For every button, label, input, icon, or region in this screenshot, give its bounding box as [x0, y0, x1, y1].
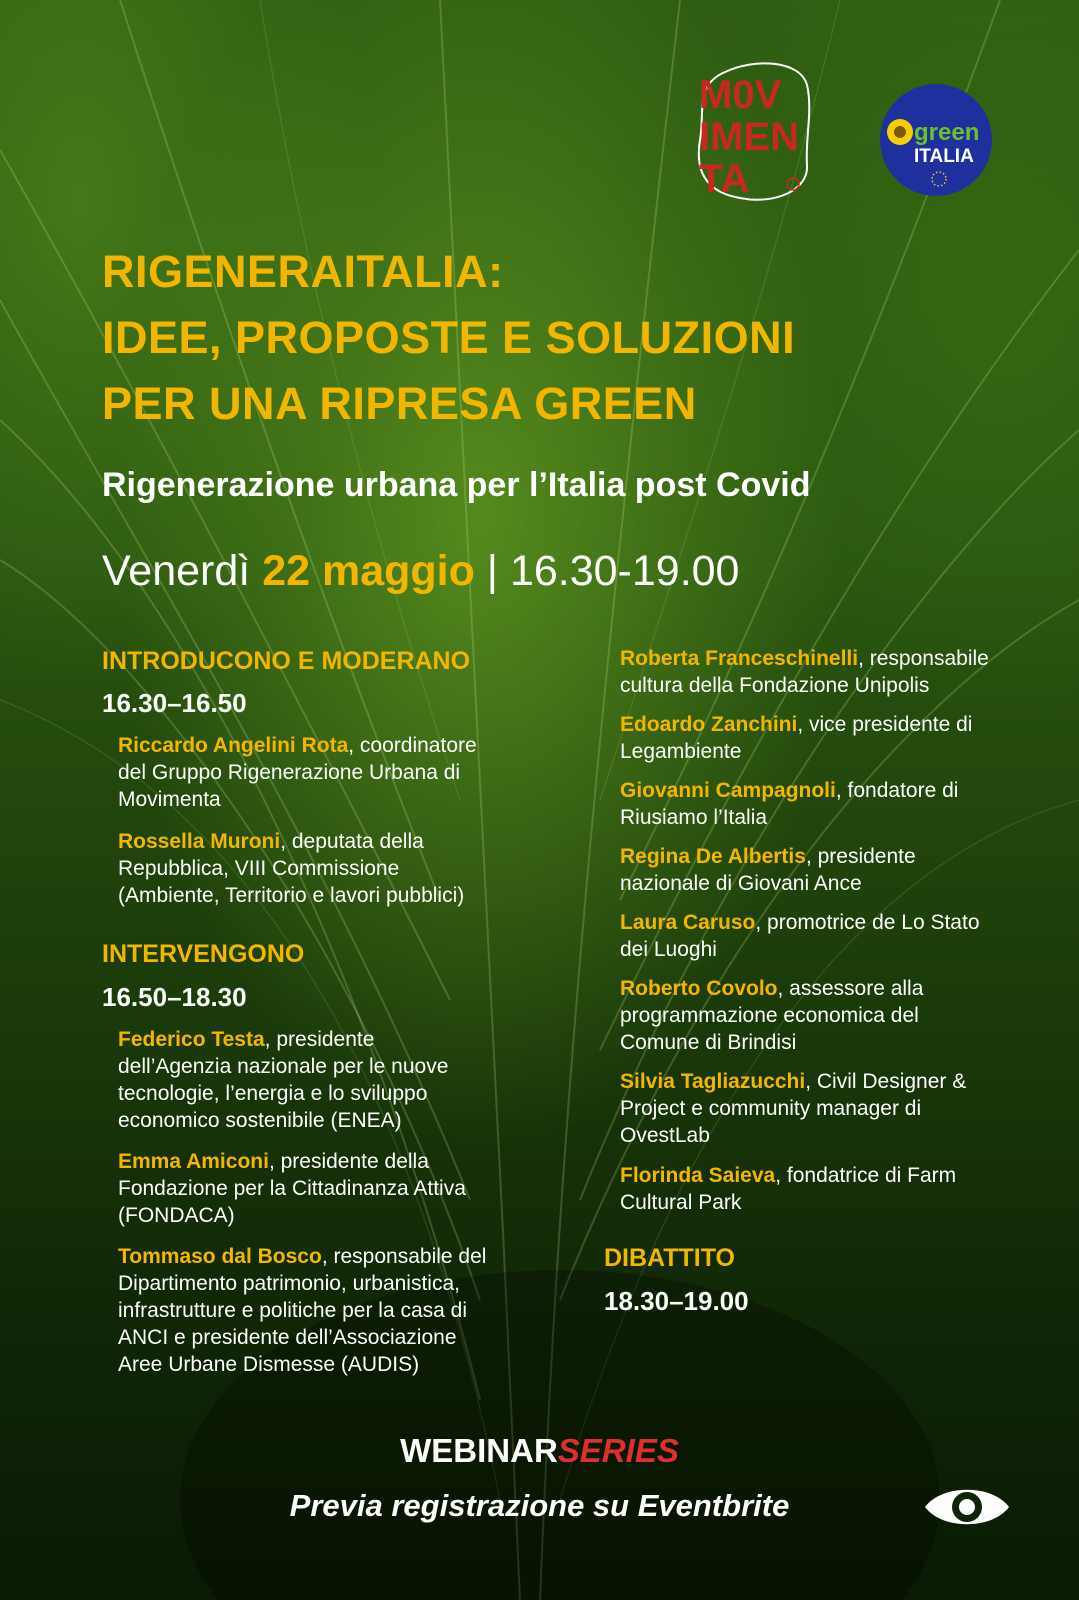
speaker-desc: dei Luoghi: [620, 938, 717, 961]
speaker-name: Florinda Saieva: [620, 1164, 776, 1187]
speaker-entry: [620, 843, 1050, 897]
speaker-name: Tommaso dal Bosco: [118, 1245, 322, 1268]
series-word: SERIES: [557, 1432, 679, 1469]
speaker-name: Silvia Tagliazucchi: [620, 1070, 806, 1093]
speaker-desc: tecnologie, l’energia e lo sviluppo: [118, 1082, 428, 1105]
speaker-desc: dell’Agenzia nazionale per le nuove: [118, 1055, 449, 1078]
event-title-line: RIGENERAITALIA:: [102, 246, 504, 297]
speaker-desc: (FONDACA): [118, 1204, 235, 1227]
event-title-line: PER UNA RIPRESA GREEN: [102, 378, 697, 429]
green-italia-word1: green: [914, 119, 980, 146]
speaker-entry: [620, 975, 1050, 1056]
registration-note: Previa registrazione su Eventbrite: [289, 1488, 790, 1523]
speaker-desc: Cultural Park: [620, 1191, 742, 1214]
speaker-desc: nazionale di Giovani Ance: [620, 872, 862, 895]
speaker-desc: infrastrutture e politiche per la casa di: [118, 1299, 468, 1322]
speaker-desc: Legambiente: [620, 740, 742, 763]
movimenta-logo-line: IMEN: [699, 115, 799, 159]
speaker-desc: ANCI e presidente dell’Associazione: [118, 1326, 457, 1349]
movimenta-logo-line: M0V: [699, 73, 782, 117]
speaker-desc: , presidente: [264, 1028, 375, 1051]
event-date-value: 22 maggio: [262, 547, 475, 595]
speaker-desc: programmazione economica del: [620, 1004, 919, 1027]
green-italia-logo: [878, 82, 994, 198]
speaker-desc: , presidente della: [268, 1150, 429, 1173]
speaker-desc: (Ambiente, Territorio e lavori pubblici): [118, 884, 465, 907]
event-title-line: IDEE, PROPOSTE E SOLUZIONI: [102, 312, 796, 363]
speaker-entry: [620, 645, 1050, 699]
speaker-name: Riccardo Angelini Rota: [118, 734, 349, 757]
speaker-desc: , deputata della: [280, 830, 424, 853]
speaker-desc: , promotrice de Lo Stato: [755, 911, 980, 934]
speaker-desc: Project e community manager di: [620, 1097, 922, 1120]
speaker-desc: Aree Urbane Dismesse (AUDIS): [118, 1353, 420, 1376]
speaker-name: Roberto Covolo: [620, 977, 778, 1000]
speaker-desc: Repubblica, VIII Commissione: [118, 857, 400, 880]
speaker-name: Emma Amiconi: [118, 1150, 269, 1173]
speaker-desc: , Civil Designer &: [805, 1070, 967, 1093]
section-title-introduzione: INTRODUCONO E MODERANO: [102, 647, 471, 675]
speaker-name: Laura Caruso: [620, 911, 756, 934]
speaker-entry: [620, 777, 1050, 831]
speaker-entry: [118, 1026, 538, 1134]
speaker-desc: , assessore alla: [777, 977, 924, 1000]
section-time-interventi: 16.50–18.30: [102, 982, 247, 1012]
event-date: [102, 547, 739, 596]
date-separator: |: [474, 547, 510, 595]
webinar-series-label: [0, 1432, 1079, 1470]
green-italia-word2: ITALIA: [914, 146, 974, 167]
speaker-desc: Dipartimento patrimonio, urbanistica,: [118, 1272, 460, 1295]
section-title-interventi: INTERVENGONO: [102, 940, 305, 968]
speaker-name: Edoardo Zanchini: [620, 713, 798, 736]
event-time-range: 16.30-19.00: [509, 547, 740, 595]
speaker-name: Giovanni Campagnoli: [620, 779, 836, 802]
speaker-desc: , presidente: [805, 845, 916, 868]
speaker-desc: Movimenta: [118, 788, 221, 811]
speaker-desc: Riusiamo l’Italia: [620, 806, 768, 829]
speaker-desc: , responsabile: [858, 647, 989, 670]
speaker-desc: economico sostenibile (ENEA): [118, 1109, 402, 1132]
speaker-name: Rossella Muroni: [118, 830, 281, 853]
speaker-entry: [118, 732, 538, 813]
speaker-desc: Fondazione per la Cittadinanza Attiva: [118, 1177, 466, 1200]
speaker-entry: [620, 909, 1050, 963]
speaker-entry: [620, 711, 1050, 765]
eye-icon: [922, 1482, 1012, 1532]
event-subtitle: Rigenerazione urbana per l’Italia post Covid: [102, 466, 811, 504]
movimenta-logo: [695, 60, 820, 205]
section-time-dibattito: 18.30–19.00: [604, 1286, 749, 1316]
event-day: Venerdì: [102, 547, 263, 595]
section-title-dibattito: DIBATTITO: [604, 1244, 736, 1272]
speaker-desc: , coordinatore: [348, 734, 477, 757]
speaker-desc: , vice presidente di: [797, 713, 973, 736]
speaker-entry: [118, 828, 538, 909]
speaker-desc: , fondatore di: [835, 779, 959, 802]
speaker-desc: , fondatrice di Farm: [775, 1164, 957, 1187]
section-time-introduzione: 16.30–16.50: [102, 688, 247, 718]
speaker-name: Federico Testa: [118, 1028, 265, 1051]
speaker-desc: Comune di Brindisi: [620, 1031, 797, 1054]
movimenta-logo-line: TA: [699, 157, 750, 201]
speaker-desc: del Gruppo Rigenerazione Urbana di: [118, 761, 461, 784]
speaker-desc: , responsabile del: [321, 1245, 487, 1268]
speaker-entry: [118, 1243, 538, 1378]
speaker-entry: [620, 1162, 1050, 1216]
speaker-name: Regina De Albertis: [620, 845, 806, 868]
speaker-entry: [620, 1068, 1050, 1149]
speaker-entry: [118, 1148, 538, 1229]
webinar-word: WEBINAR: [400, 1432, 558, 1469]
speaker-name: Roberta Franceschinelli: [620, 647, 859, 670]
speaker-desc: OvestLab: [620, 1124, 710, 1147]
speaker-desc: cultura della Fondazione Unipolis: [620, 674, 930, 697]
